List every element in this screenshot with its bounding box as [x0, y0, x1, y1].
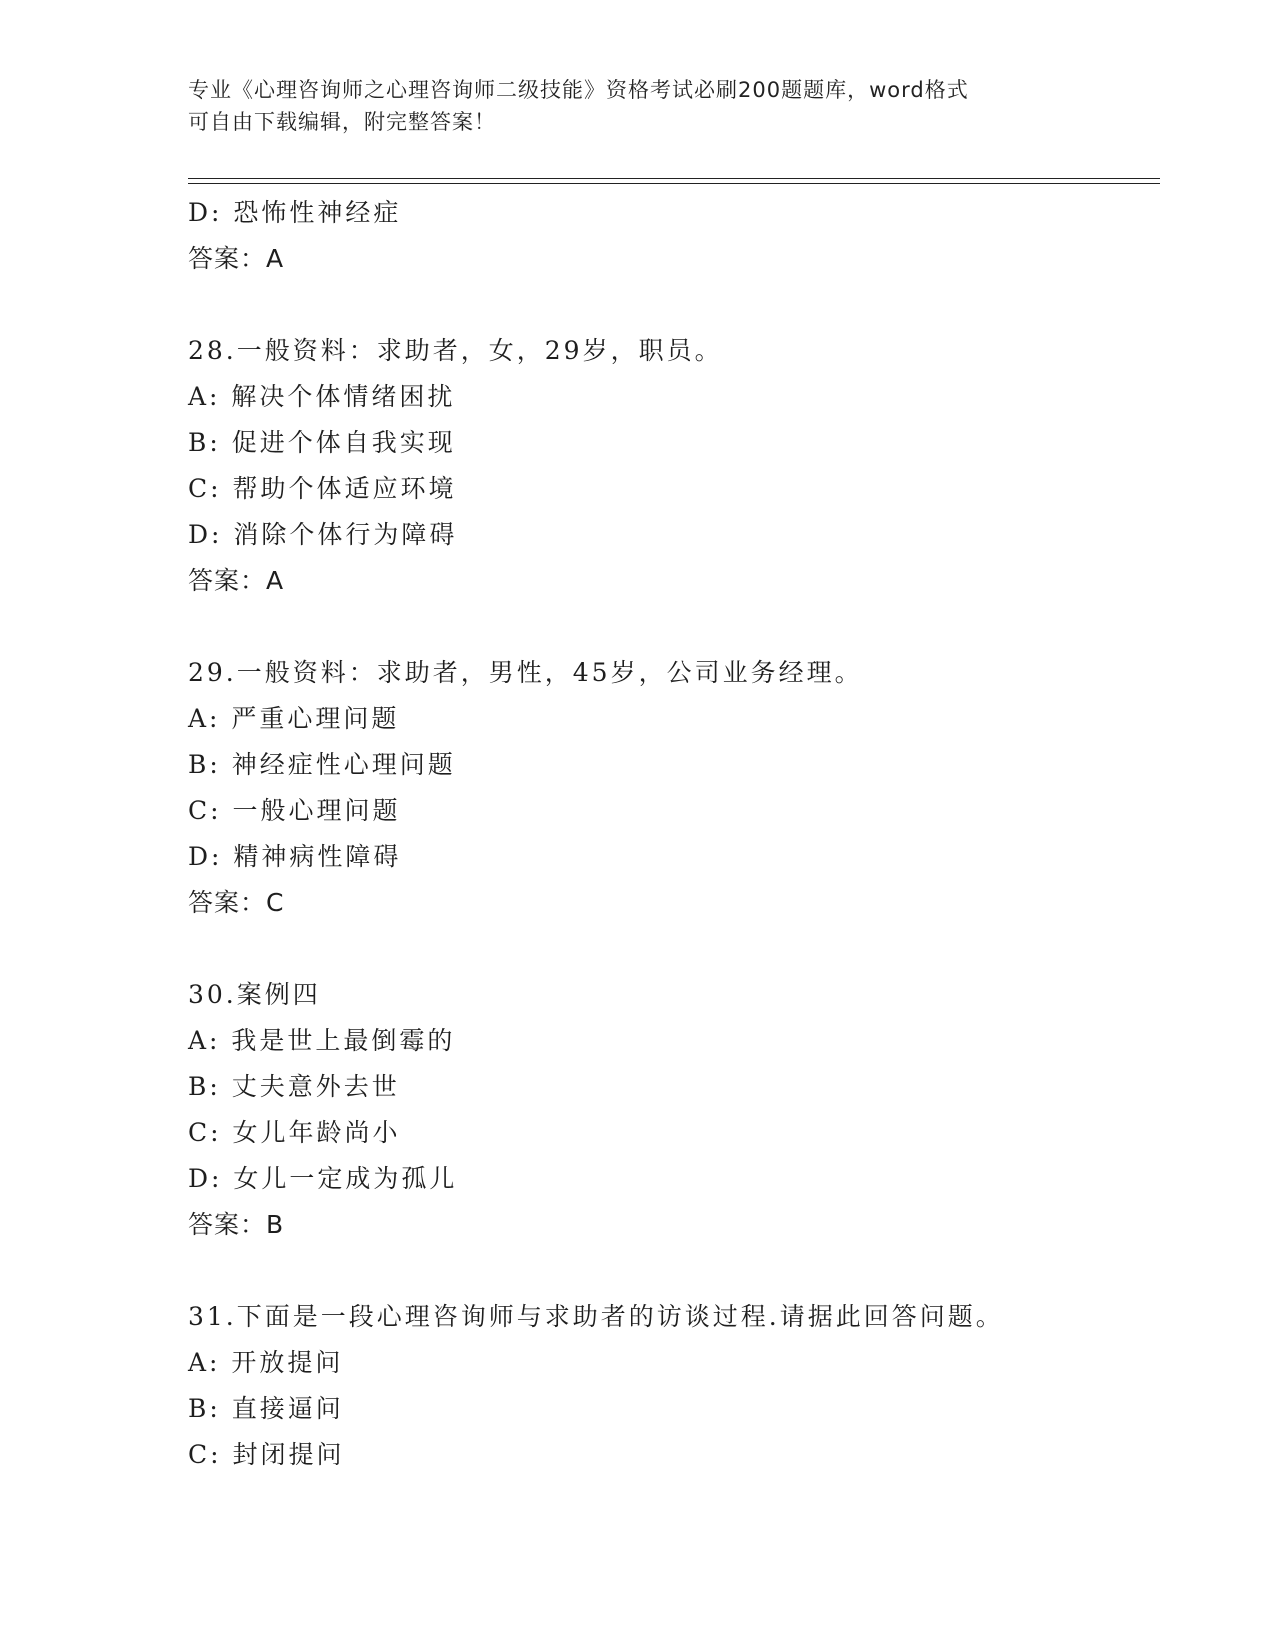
option-c: C: 一般心理问题 — [188, 796, 401, 825]
option-c: C: 女儿年龄尚小 — [188, 1118, 401, 1147]
question-30 — [188, 972, 1148, 1248]
header-title-line-2: 可自由下载编辑，附完整答案！ — [188, 110, 496, 134]
spacer — [188, 926, 1148, 972]
option-a: A: 开放提问 — [188, 1348, 344, 1377]
spacer — [188, 604, 1148, 650]
answer: 答案：C — [188, 888, 285, 917]
spacer — [188, 282, 1148, 328]
option-b: B: 促进个体自我实现 — [188, 428, 456, 457]
document-header — [188, 74, 1068, 138]
question-29 — [188, 650, 1148, 926]
header-divider-bottom — [188, 183, 1160, 184]
fragment-option-d: D: 恐怖性神经症 — [188, 198, 402, 227]
header-divider-top — [188, 178, 1160, 179]
option-d: D: 精神病性障碍 — [188, 842, 402, 871]
spacer — [188, 1248, 1148, 1294]
question-28 — [188, 328, 1148, 604]
question-stem: 29.一般资料：求助者，男性，45岁，公司业务经理。 — [188, 658, 863, 687]
answer: 答案：B — [188, 1210, 285, 1239]
option-a: A: 我是世上最倒霉的 — [188, 1026, 456, 1055]
question-stem: 30.案例四 — [188, 980, 321, 1009]
header-title-line-1: 专业《心理咨询师之心理咨询师二级技能》资格考试必刷200题题库，word格式 — [188, 78, 969, 102]
option-b: B: 丈夫意外去世 — [188, 1072, 400, 1101]
option-d: D: 女儿一定成为孤儿 — [188, 1164, 458, 1193]
question-31 — [188, 1294, 1148, 1478]
option-b: B: 神经症性心理问题 — [188, 750, 456, 779]
option-d: D: 消除个体行为障碍 — [188, 520, 458, 549]
option-b: B: 直接逼问 — [188, 1394, 344, 1423]
question-stem: 31.下面是一段心理咨询师与求助者的访谈过程.请据此回答问题。 — [188, 1302, 1004, 1331]
option-c: C: 封闭提问 — [188, 1440, 345, 1469]
fragment-answer: 答案：A — [188, 244, 285, 273]
option-a: A: 解决个体情绪困扰 — [188, 382, 456, 411]
question-stem: 28.一般资料：求助者，女，29岁，职员。 — [188, 336, 723, 365]
option-a: A: 严重心理问题 — [188, 704, 400, 733]
option-c: C: 帮助个体适应环境 — [188, 474, 457, 503]
question-list — [188, 190, 1148, 1478]
answer: 答案：A — [188, 566, 285, 595]
